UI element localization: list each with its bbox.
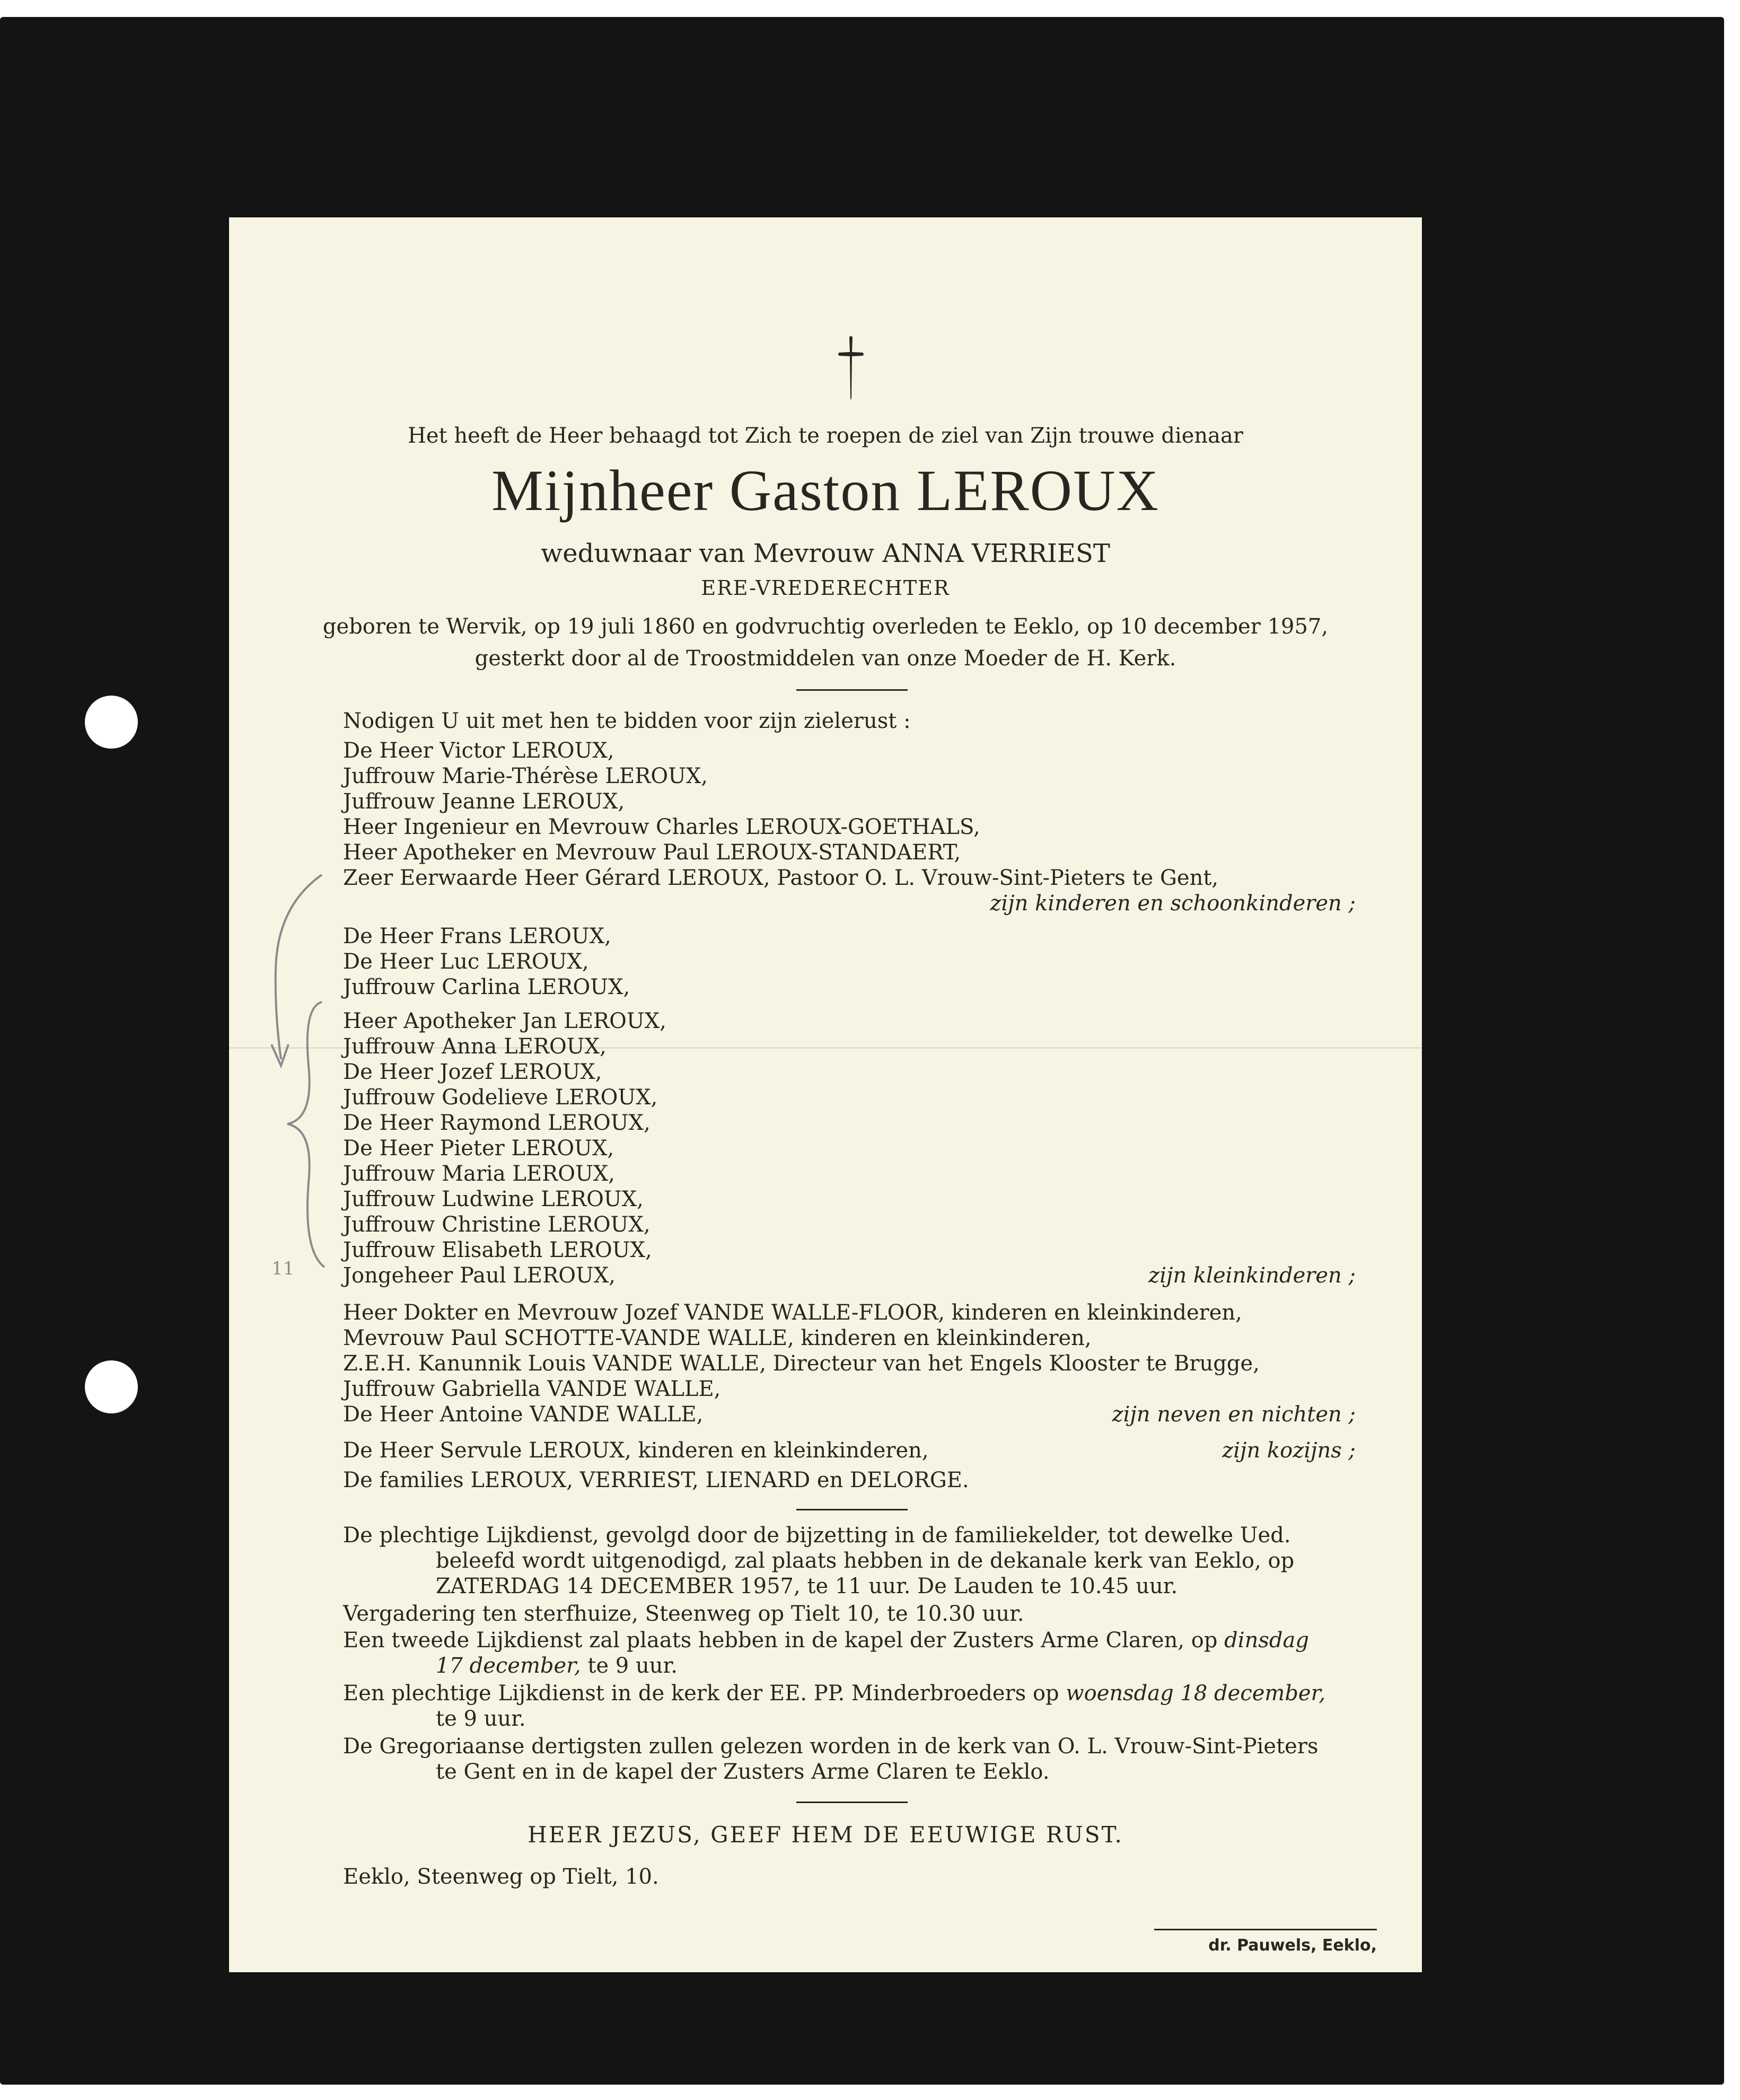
third-service-text: Een plechtige Lijkdienst in de kerk der EE. PP. Minderbroeders op	[343, 1681, 1059, 1706]
honorary-title: ERE-VREDERECHTER	[701, 576, 950, 600]
second-service-line-2	[436, 1655, 678, 1676]
third-service-line-2: te 9 uur.	[436, 1707, 526, 1731]
list-item: Z.E.H. Kanunnik Louis VANDE WALLE, Directeur van het Engels Klooster te Brugge,	[343, 1351, 1260, 1376]
second-service-date: 17 december,	[436, 1654, 581, 1678]
spouse-line: weduwnaar van Mevrouw ANNA VERRIEST	[541, 539, 1110, 568]
masses-line-2: te Gent en in de kapel der Zusters Arme Claren te Eeklo.	[436, 1760, 1050, 1784]
cousins-line: De Heer Servule LEROUX, kinderen en kleinkinderen,	[343, 1438, 929, 1463]
divider-1	[796, 689, 908, 691]
cousins-label: zijn kozijns ;	[1222, 1438, 1356, 1463]
second-service-line-1	[343, 1630, 1309, 1651]
third-service-line-1	[343, 1683, 1325, 1704]
list-item: Heer Ingenieur en Mevrouw Charles LEROUX-GOETHALS,	[343, 815, 980, 839]
address-line: Eeklo, Steenweg op Tielt, 10.	[343, 1865, 659, 1889]
list-item: De Heer Luc LEROUX,	[343, 950, 589, 974]
list-item: Juffrouw Gabriella VANDE WALLE,	[343, 1377, 721, 1401]
children-label: zijn kinderen en schoonkinderen ;	[990, 891, 1356, 916]
nephews-label: zijn neven en nichten ;	[1112, 1402, 1356, 1427]
list-item: De Heer Frans LEROUX,	[343, 924, 611, 948]
meeting-line: Vergadering ten sterfhuize, Steenweg op Tielt 10, te 10.30 uur.	[343, 1602, 1024, 1626]
funeral-line-2: beleefd wordt uitgenodigd, zal plaats hebben in de dekanale kerk van Eeklo, op	[436, 1549, 1295, 1573]
list-item: Heer Apotheker en Mevrouw Paul LEROUX-STANDAERT,	[343, 840, 961, 865]
third-service-date: woensdag 18 december,	[1066, 1681, 1326, 1706]
printer-credit: dr. Pauwels, Eeklo,	[1208, 1936, 1377, 1955]
pencil-mark: 11	[271, 1258, 295, 1279]
prayer-line: HEER JEZUS, GEEF HEM DE EEUWIGE RUST.	[528, 1822, 1123, 1848]
list-item: Juffrouw Jeanne LEROUX,	[343, 789, 625, 814]
list-item: Juffrouw Elisabeth LEROUX,	[343, 1238, 652, 1262]
second-service-day: dinsdag	[1224, 1628, 1309, 1653]
list-item: Heer Apotheker Jan LEROUX,	[343, 1009, 666, 1033]
funeral-line-1: De plechtige Lijkdienst, gevolgd door de bijzetting in de familiekelder, tot dewelke Ued.	[343, 1523, 1291, 1548]
second-service-text: Een tweede Lijkdienst zal plaats hebben in de kapel der Zusters Arme Claren, op	[343, 1628, 1218, 1653]
pencil-annotation	[229, 217, 388, 1331]
list-item: Juffrouw Marie-Thérèse LEROUX,	[343, 764, 708, 788]
punch-hole-bottom	[85, 1360, 138, 1413]
birth-death-line: geboren te Wervik, op 19 juli 1860 en godvruchtig overleden te Eeklo, op 10 december 1957,	[322, 614, 1329, 639]
divider-2	[796, 1509, 908, 1510]
list-item: Zeer Eerwaarde Heer Gérard LEROUX, Pastoor O. L. Vrouw-Sint-Pieters te Gent,	[343, 866, 1219, 890]
divider-3	[796, 1802, 908, 1803]
list-item: Juffrouw Ludwine LEROUX,	[343, 1187, 644, 1211]
grandchildren-label: zijn kleinkinderen ;	[1148, 1263, 1356, 1288]
printer-rule	[1154, 1929, 1377, 1930]
funeral-line-3: ZATERDAG 14 DECEMBER 1957, te 11 uur. De Lauden te 10.45 uur.	[436, 1574, 1178, 1598]
list-item: Juffrouw Carlina LEROUX,	[343, 975, 630, 999]
list-item: Mevrouw Paul SCHOTTE-VANDE WALLE, kinderen en kleinkinderen,	[343, 1326, 1092, 1350]
intro-text: Het heeft de Heer behaagd tot Zich te roepen de ziel van Zijn trouwe dienaar	[408, 424, 1243, 448]
list-item: De Heer Antoine VANDE WALLE,	[343, 1402, 704, 1427]
second-service-time: te 9 uur.	[587, 1654, 678, 1678]
cross-icon	[835, 335, 867, 404]
list-item: Juffrouw Maria LEROUX,	[343, 1162, 615, 1186]
list-item: De Heer Raymond LEROUX,	[343, 1111, 651, 1135]
punch-hole-top	[85, 696, 138, 749]
memorial-card	[229, 217, 1422, 1972]
list-item: De Heer Jozef LEROUX,	[343, 1060, 602, 1084]
list-item: Jongeheer Paul LEROUX,	[343, 1263, 616, 1288]
deceased-name: Mijnheer Gaston LEROUX	[491, 458, 1159, 523]
sacraments-line: gesterkt door al de Troostmiddelen van onze Moeder de H. Kerk.	[474, 646, 1176, 671]
list-item: De Heer Pieter LEROUX,	[343, 1136, 614, 1161]
list-item: Heer Dokter en Mevrouw Jozef VANDE WALLE-FLOOR, kinderen en kleinkinderen,	[343, 1301, 1242, 1325]
list-item: Juffrouw Anna LEROUX,	[343, 1034, 607, 1059]
invitation-line: Nodigen U uit met hen te bidden voor zijn zielerust :	[343, 709, 911, 733]
list-item: De Heer Victor LEROUX,	[343, 739, 614, 763]
list-item: Juffrouw Christine LEROUX,	[343, 1212, 651, 1237]
families-line: De families LEROUX, VERRIEST, LIENARD en DELORGE.	[343, 1468, 969, 1492]
list-item: Juffrouw Godelieve LEROUX,	[343, 1085, 658, 1110]
masses-line-1: De Gregoriaanse dertigsten zullen gelezen worden in de kerk van O. L. Vrouw-Sint-Pieters	[343, 1734, 1319, 1759]
